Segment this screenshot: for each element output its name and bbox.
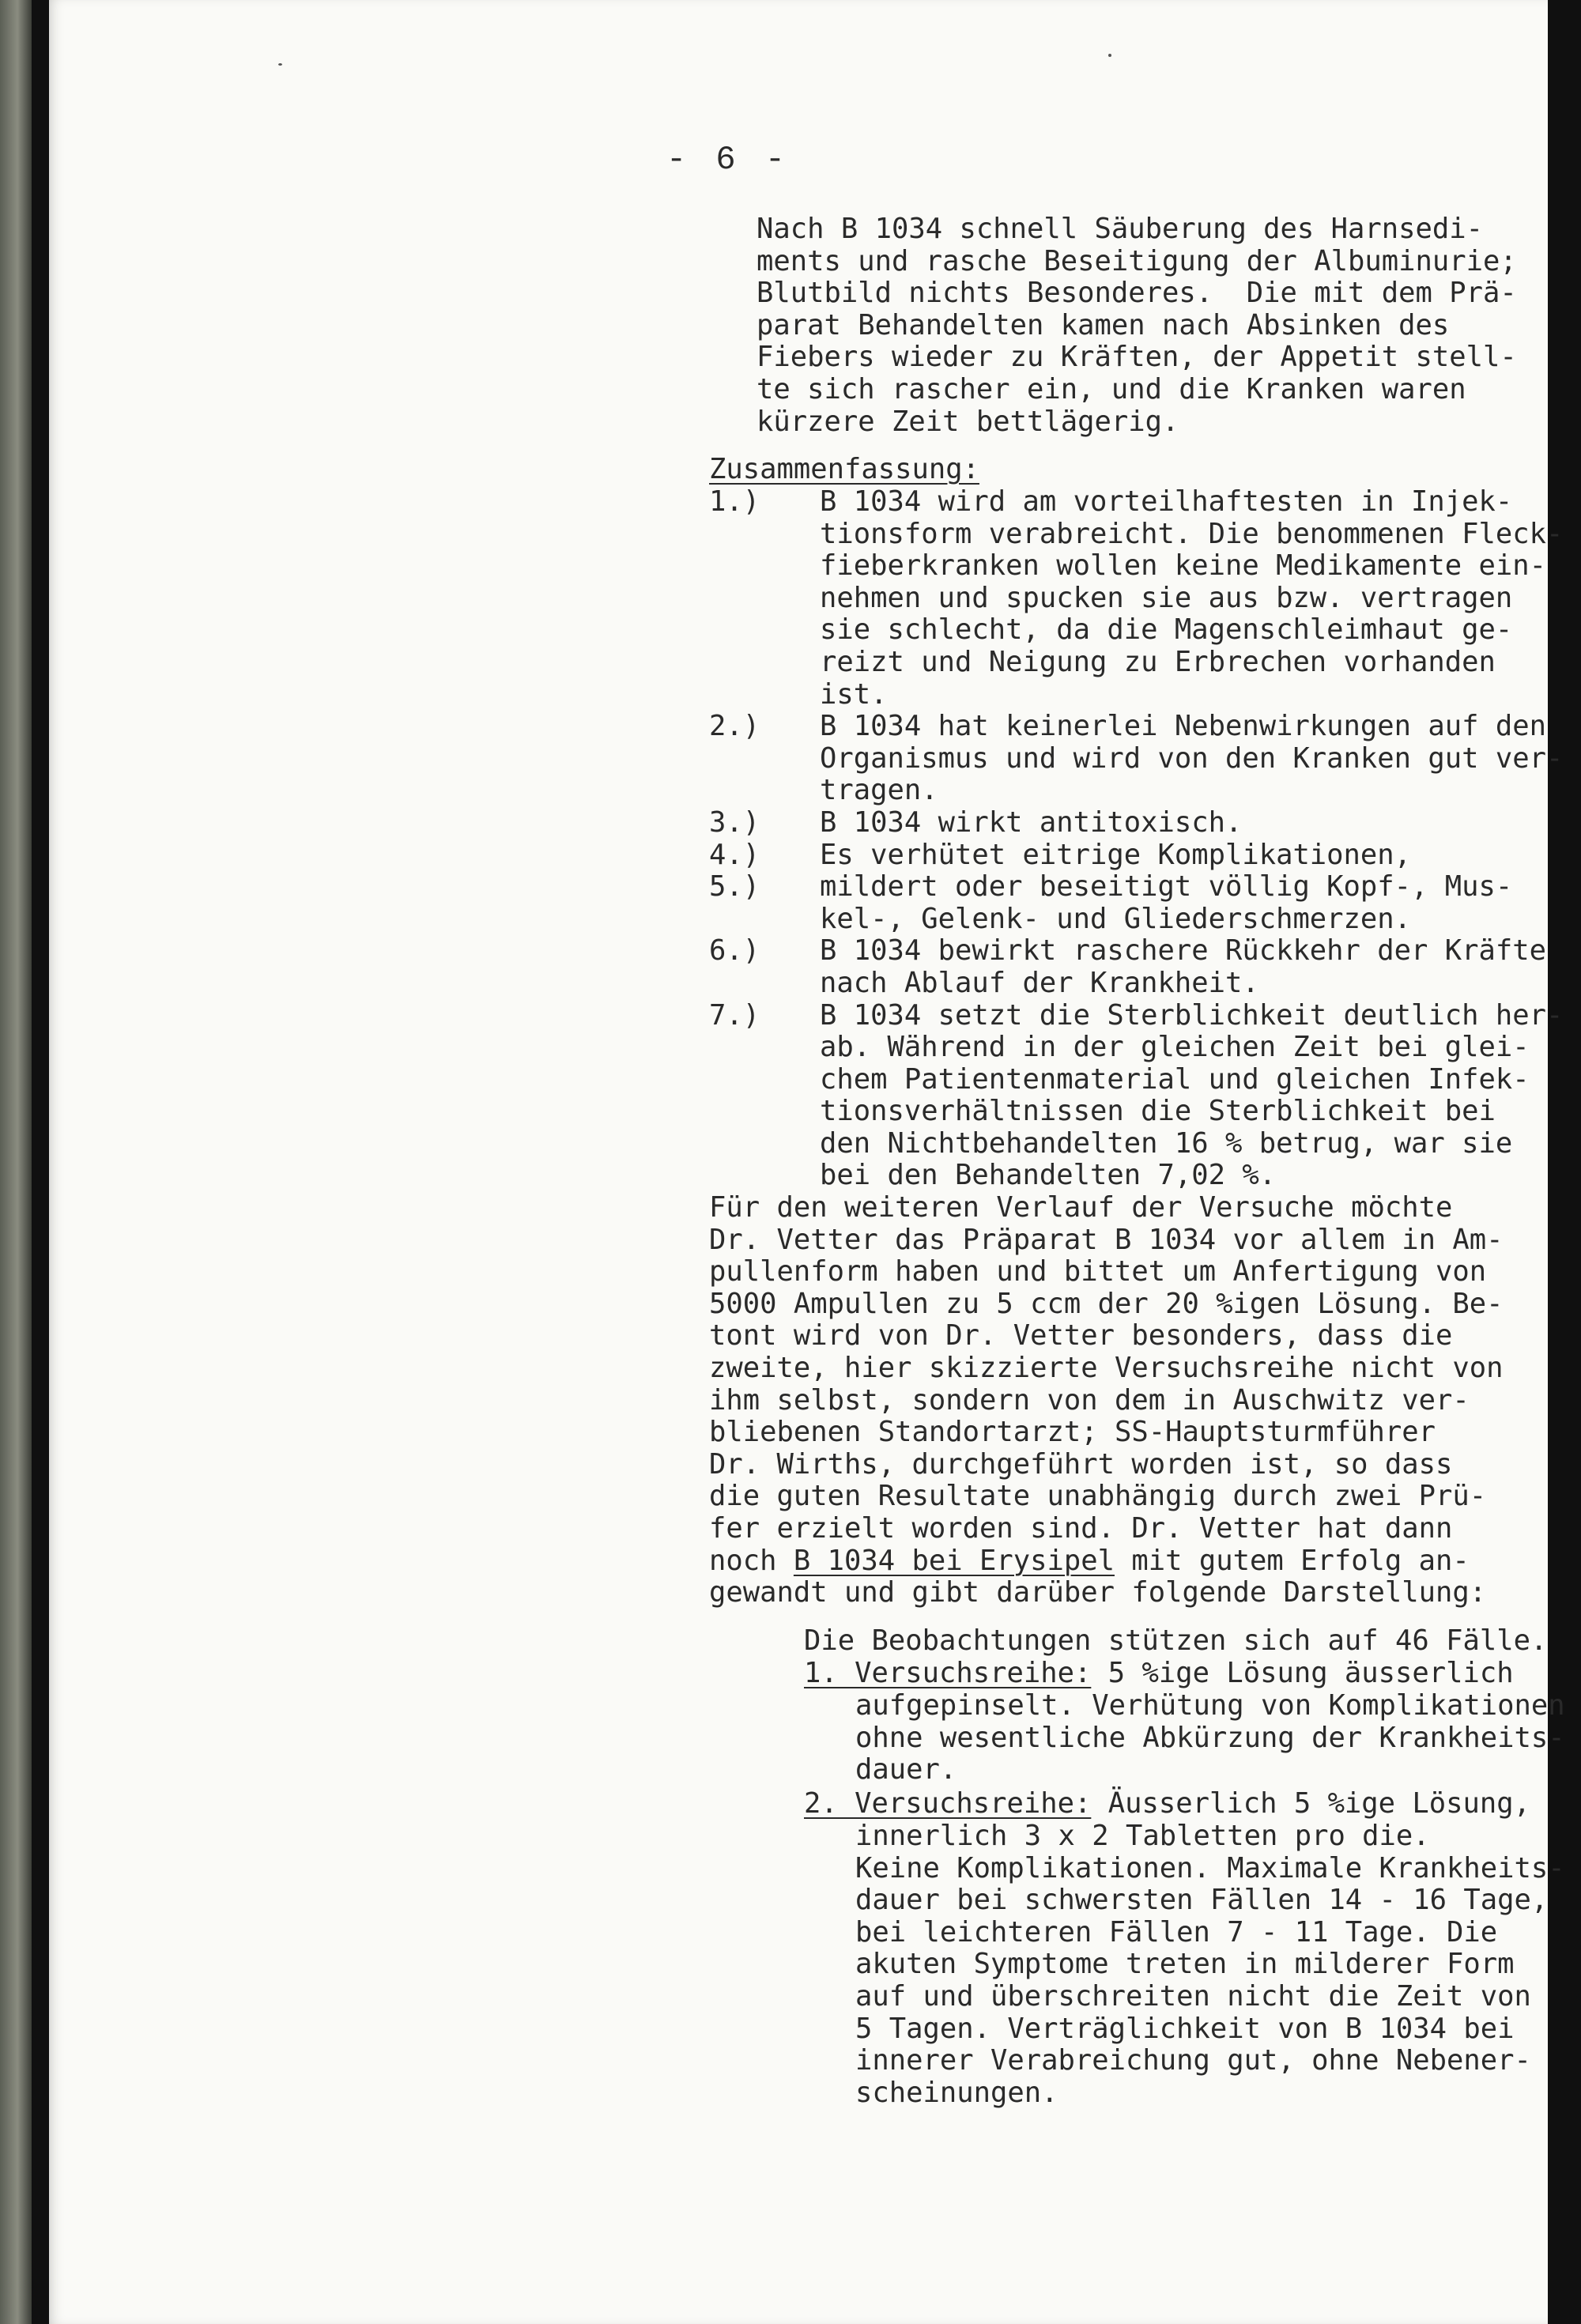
item-number: 2.) bbox=[709, 710, 760, 743]
item-line: kel-, Gelenk- und Gliederschmerzen. bbox=[820, 902, 1412, 935]
summary-list bbox=[820, 486, 1563, 1192]
text-line: fer erzielt worden sind. Dr. Vetter hat dann bbox=[709, 1511, 1453, 1545]
underlined-phrase: B 1034 bei Erysipel bbox=[793, 1544, 1115, 1577]
item-line: B 1034 wird am vorteilhaftesten in Injek- bbox=[820, 485, 1513, 518]
item-line: nach Ablauf der Krankheit. bbox=[820, 966, 1259, 999]
item-line: chem Patientenmaterial und gleichen Infek- bbox=[820, 1062, 1530, 1096]
series-2-body bbox=[855, 1820, 1565, 2109]
text-line-prefix: noch bbox=[709, 1544, 794, 1577]
speck bbox=[1108, 54, 1111, 57]
item-line: sie schlecht, da die Magenschleimhaut ge- bbox=[820, 613, 1513, 647]
text-line: ihm selbst, sondern von dem in Auschwitz ver- bbox=[709, 1383, 1470, 1417]
text-line: bliebenen Standortarzt; SS-Hauptsturmführer bbox=[709, 1416, 1436, 1449]
series-line: 5 Tagen. Verträglichkeit von B 1034 bei bbox=[855, 2012, 1515, 2045]
item-line: B 1034 bewirkt raschere Rückkehr der Kräfte bbox=[820, 934, 1547, 968]
series-1-body bbox=[855, 1690, 1565, 1786]
text-line: Für den weiteren Verlauf der Versuche möchte bbox=[709, 1191, 1453, 1224]
speck bbox=[278, 63, 282, 66]
summary-numbers bbox=[709, 486, 760, 1032]
item-line: den Nichtbehandelten 16 % betrug, war sie bbox=[820, 1126, 1513, 1160]
item-line: B 1034 hat keinerlei Nebenwirkungen auf den bbox=[820, 710, 1547, 743]
series-2-label: 2. Versuchsreihe: bbox=[804, 1787, 1092, 1820]
item-line: tionsverhältnissen die Sterblichkeit bei bbox=[820, 1095, 1496, 1128]
text-line: kürzere Zeit bettlägerig. bbox=[757, 405, 1179, 438]
binding-strip bbox=[0, 0, 32, 2324]
item-line: Es verhütet eitrige Komplikationen, bbox=[820, 838, 1412, 871]
intro-paragraph bbox=[757, 213, 1517, 438]
text-line: tont wird von Dr. Vetter besonders, dass die bbox=[709, 1319, 1453, 1353]
summary-section bbox=[709, 454, 979, 486]
text-line: 5000 Ampullen zu 5 ccm der 20 %igen Lösung. Be- bbox=[709, 1287, 1504, 1320]
series-1-label: 1. Versuchsreihe: bbox=[804, 1657, 1092, 1689]
text-line: Blutbild nichts Besonderes. Die mit dem Prä- bbox=[757, 277, 1517, 310]
item-line: B 1034 setzt die Sterblichkeit deutlich her- bbox=[820, 998, 1564, 1032]
summary-heading: Zusammenfassung: bbox=[709, 453, 979, 485]
series-line: dauer. bbox=[855, 1753, 957, 1786]
series-line: aufgepinselt. Verhütung von Komplikationen bbox=[855, 1689, 1565, 1722]
item-line: fieberkranken wollen keine Medikamente ein- bbox=[820, 549, 1547, 583]
item-line: mildert oder beseitigt völlig Kopf-, Mus- bbox=[820, 870, 1513, 904]
item-number: 4.) bbox=[709, 838, 760, 871]
text-line: ments und rasche Beseitigung der Albuminurie; bbox=[757, 244, 1517, 277]
item-line: ist. bbox=[820, 677, 888, 711]
item-line: Organismus und wird von den Kranken gut ver- bbox=[820, 741, 1564, 775]
series-line: akuten Symptome treten in milderer Form bbox=[855, 1948, 1515, 1981]
text-line: pullenform haben und bittet um Anfertigung von bbox=[709, 1255, 1487, 1288]
text-line: Dr. Wirths, durchgeführt worden ist, so dass bbox=[709, 1447, 1453, 1481]
text-line: te sich rascher ein, und die Kranken waren bbox=[757, 372, 1466, 406]
text-line: Nach B 1034 schnell Säuberung des Harnsedi- bbox=[757, 213, 1484, 245]
item-number: 5.) bbox=[709, 870, 760, 904]
series-line: dauer bei schwersten Fällen 14 - 16 Tage, bbox=[855, 1884, 1549, 1917]
page-number: - 6 - bbox=[666, 141, 790, 179]
series-2-first-line bbox=[804, 1788, 1530, 1820]
item-number: 7.) bbox=[709, 998, 760, 1032]
item-line: ab. Während in der gleichen Zeit bei glei- bbox=[820, 1031, 1530, 1064]
series-line: 5 %ige Lösung äusserlich bbox=[1091, 1657, 1514, 1689]
item-line: B 1034 wirkt antitoxisch. bbox=[820, 805, 1243, 839]
series-line: Keine Komplikationen. Maximale Krankheits- bbox=[855, 1851, 1565, 1884]
text-line: Fiebers wieder zu Kräften, der Appetit stell- bbox=[757, 341, 1517, 374]
series-1-first-line bbox=[804, 1658, 1514, 1690]
text-line-suffix: mit gutem Erfolg an- bbox=[1114, 1544, 1470, 1577]
item-number: 1.) bbox=[709, 485, 760, 518]
text-line: parat Behandelten kamen nach Absinken des bbox=[757, 308, 1450, 341]
item-line: tragen. bbox=[820, 774, 938, 807]
document-page bbox=[49, 0, 1565, 2324]
item-line: bei den Behandelten 7,02 %. bbox=[820, 1159, 1277, 1192]
series-line: bei leichteren Fällen 7 - 11 Tage. Die bbox=[855, 1915, 1498, 1949]
item-line: nehmen und spucken sie aus bzw. vertragen bbox=[820, 581, 1513, 614]
series-line: auf und überschreiten nicht die Zeit von bbox=[855, 1979, 1531, 2013]
item-line: tionsform verabreicht. Die benommenen Fleck- bbox=[820, 517, 1564, 550]
series-line: innerlich 3 x 2 Tabletten pro die. bbox=[855, 1820, 1430, 1852]
series-line: scheinungen. bbox=[855, 2076, 1058, 2109]
item-number: 3.) bbox=[709, 805, 760, 839]
series-line: innerer Verabreichung gut, ohne Nebener- bbox=[855, 2044, 1531, 2077]
series-line: ohne wesentliche Abkürzung der Krankheits- bbox=[855, 1721, 1565, 1754]
item-number: 6.) bbox=[709, 934, 760, 968]
main-paragraph bbox=[709, 1192, 1504, 1609]
item-line: reizt und Neigung zu Erbrechen vorhanden bbox=[820, 645, 1496, 678]
text-line: zweite, hier skizzierte Versuchsreihe nicht von bbox=[709, 1351, 1504, 1384]
series-line: Äusserlich 5 %ige Lösung, bbox=[1091, 1787, 1531, 1820]
text-line: die guten Resultate unabhängig durch zwei Prü- bbox=[709, 1480, 1487, 1513]
text-line: Dr. Vetter das Präparat B 1034 vor allem in Am- bbox=[709, 1223, 1504, 1256]
observations-intro: Die Beobachtungen stützen sich auf 46 Fälle. bbox=[804, 1624, 1548, 1657]
text-line: gewandt und gibt darüber folgende Darstellung: bbox=[709, 1576, 1487, 1609]
